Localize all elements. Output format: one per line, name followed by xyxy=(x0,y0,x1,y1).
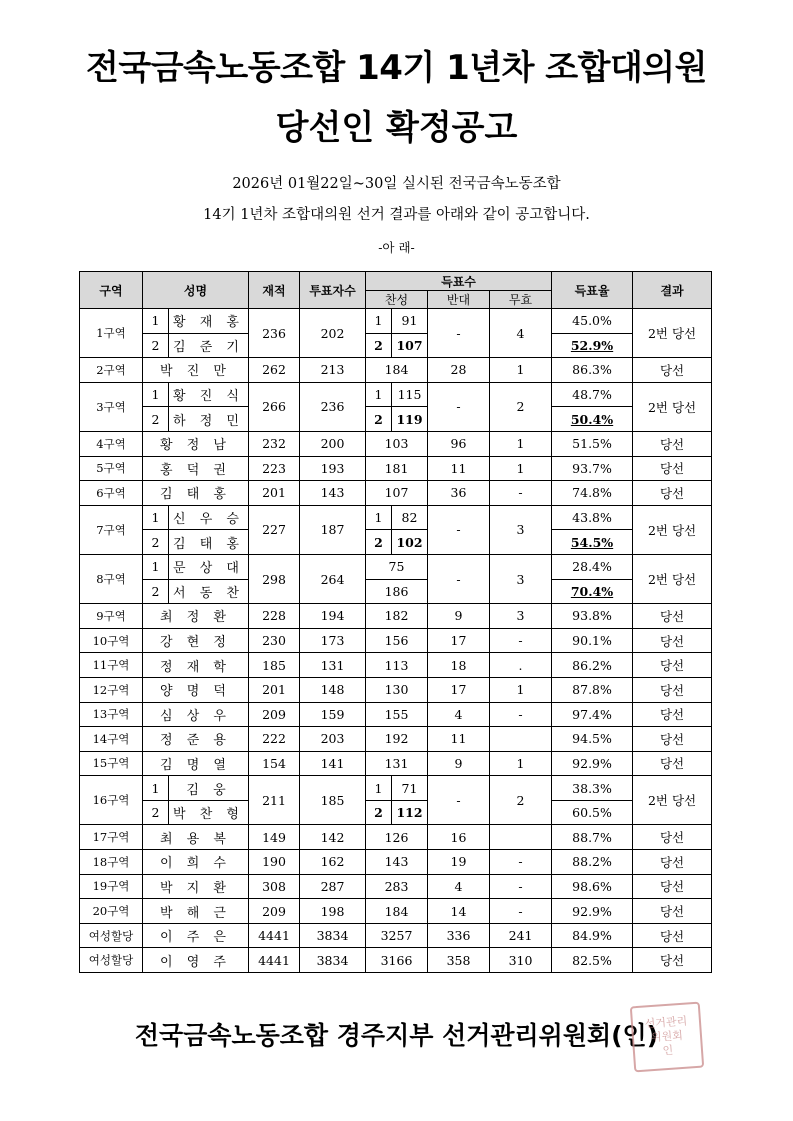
vote-rate-cell: 87.8% xyxy=(552,677,633,702)
result-cell: 당선 xyxy=(633,358,712,383)
district-cell: 11구역 xyxy=(80,653,143,678)
district-cell: 17구역 xyxy=(80,825,143,850)
no-votes-cell: - xyxy=(428,505,490,554)
no-votes-cell: 4 xyxy=(428,874,490,899)
vote-rate-cell: 28.4% xyxy=(552,554,633,579)
no-votes-cell: - xyxy=(428,309,490,358)
invalid-votes-cell: - xyxy=(490,702,552,727)
candidate-name: 하 정 민 xyxy=(169,407,249,432)
district-cell: 5구역 xyxy=(80,456,143,481)
vote-rate-cell: 74.8% xyxy=(552,481,633,506)
invalid-votes-cell: - xyxy=(490,850,552,875)
yes-votes-cell: 107 xyxy=(366,481,428,506)
voters-cell: 143 xyxy=(300,481,366,506)
voters-cell: 202 xyxy=(300,309,366,358)
table-row xyxy=(80,751,712,776)
invalid-votes-cell: 2 xyxy=(490,776,552,825)
yes-votes-cell: 115 xyxy=(392,382,428,407)
enrolled-cell: 236 xyxy=(249,309,300,358)
voters-cell: 162 xyxy=(300,850,366,875)
no-votes-cell: 17 xyxy=(428,677,490,702)
candidate-name: 박 찬 형 xyxy=(169,800,249,825)
candidate-name: 강 현 정 xyxy=(143,628,249,653)
no-votes-cell: 4 xyxy=(428,702,490,727)
result-cell: 당선 xyxy=(633,727,712,752)
result-cell: 2번 당선 xyxy=(633,554,712,603)
table-row xyxy=(80,333,712,358)
no-votes-cell: 28 xyxy=(428,358,490,383)
voters-cell: 187 xyxy=(300,505,366,554)
invalid-votes-cell: - xyxy=(490,899,552,924)
enrolled-cell: 232 xyxy=(249,431,300,456)
vote-rate-cell: 48.7% xyxy=(552,382,633,407)
header-district: 구역 xyxy=(80,272,143,309)
district-cell: 13구역 xyxy=(80,702,143,727)
candidate-name: 정 준 용 xyxy=(143,727,249,752)
voters-cell: 264 xyxy=(300,554,366,603)
candidate-name: 박 해 근 xyxy=(143,899,249,924)
enrolled-cell: 209 xyxy=(249,702,300,727)
district-cell: 여성할당 xyxy=(80,923,143,948)
table-row xyxy=(80,407,712,432)
district-cell: 6구역 xyxy=(80,481,143,506)
no-votes-cell: 17 xyxy=(428,628,490,653)
candidate-name: 박 지 환 xyxy=(143,874,249,899)
enrolled-cell: 4441 xyxy=(249,923,300,948)
candidate-name: 김 웅 xyxy=(169,776,249,801)
result-cell: 당선 xyxy=(633,481,712,506)
table-row xyxy=(80,431,712,456)
yes-votes-cell: 102 xyxy=(392,530,428,555)
voters-cell: 185 xyxy=(300,776,366,825)
table-row xyxy=(80,309,712,334)
table-row xyxy=(80,628,712,653)
header-invalid: 무효 xyxy=(490,291,552,309)
yes-votes-cell: 71 xyxy=(392,776,428,801)
enrolled-cell: 266 xyxy=(249,382,300,431)
yes-candidate-number: 2 xyxy=(366,800,392,825)
vote-rate-cell: 52.9% xyxy=(552,333,633,358)
candidate-name: 황 진 식 xyxy=(169,382,249,407)
no-votes-cell: 16 xyxy=(428,825,490,850)
no-votes-cell: 18 xyxy=(428,653,490,678)
yes-votes-cell: 156 xyxy=(366,628,428,653)
vote-rate-cell: 93.7% xyxy=(552,456,633,481)
vote-rate-cell: 54.5% xyxy=(552,530,633,555)
vote-rate-cell: 86.3% xyxy=(552,358,633,383)
invalid-votes-cell xyxy=(490,825,552,850)
vote-rate-cell: 70.4% xyxy=(552,579,633,604)
district-cell: 2구역 xyxy=(80,358,143,383)
district-cell: 9구역 xyxy=(80,604,143,629)
header-result: 결과 xyxy=(633,272,712,309)
table-row xyxy=(80,948,712,973)
voters-cell: 3834 xyxy=(300,948,366,973)
candidate-name: 문 상 대 xyxy=(169,554,249,579)
invalid-votes-cell: . xyxy=(490,653,552,678)
result-cell: 당선 xyxy=(633,677,712,702)
candidate-number: 1 xyxy=(143,309,169,334)
district-cell: 18구역 xyxy=(80,850,143,875)
enrolled-cell: 308 xyxy=(249,874,300,899)
yes-votes-cell: 283 xyxy=(366,874,428,899)
enrolled-cell: 4441 xyxy=(249,948,300,973)
table-row xyxy=(80,358,712,383)
notice-title-line2: 당선인 확정공고 xyxy=(275,108,518,148)
vote-rate-cell: 88.7% xyxy=(552,825,633,850)
result-cell: 당선 xyxy=(633,604,712,629)
table-row xyxy=(80,727,712,752)
candidate-name: 김 태 홍 xyxy=(169,530,249,555)
result-cell: 당선 xyxy=(633,825,712,850)
voters-cell: 148 xyxy=(300,677,366,702)
voters-cell: 200 xyxy=(300,431,366,456)
header-rate: 득표율 xyxy=(552,272,633,309)
candidate-name: 신 우 승 xyxy=(169,505,249,530)
table-row xyxy=(80,825,712,850)
yes-votes-cell: 192 xyxy=(366,727,428,752)
enrolled-cell: 190 xyxy=(249,850,300,875)
enrolled-cell: 185 xyxy=(249,653,300,678)
invalid-votes-cell: - xyxy=(490,481,552,506)
election-results-table xyxy=(79,271,712,973)
district-cell: 여성할당 xyxy=(80,948,143,973)
district-cell: 4구역 xyxy=(80,431,143,456)
table-row xyxy=(80,579,712,604)
yes-votes-cell: 113 xyxy=(366,653,428,678)
vote-rate-cell: 92.9% xyxy=(552,751,633,776)
district-cell: 3구역 xyxy=(80,382,143,431)
result-cell: 당선 xyxy=(633,850,712,875)
candidate-name: 최 정 환 xyxy=(143,604,249,629)
table-row xyxy=(80,677,712,702)
yes-votes-cell: 91 xyxy=(392,309,428,334)
candidate-name: 홍 덕 권 xyxy=(143,456,249,481)
candidate-name: 최 용 복 xyxy=(143,825,249,850)
district-cell: 16구역 xyxy=(80,776,143,825)
candidate-name: 심 상 우 xyxy=(143,702,249,727)
no-votes-cell: 36 xyxy=(428,481,490,506)
result-cell: 2번 당선 xyxy=(633,382,712,431)
district-cell: 10구역 xyxy=(80,628,143,653)
table-row xyxy=(80,604,712,629)
district-cell: 1구역 xyxy=(80,309,143,358)
enrolled-cell: 201 xyxy=(249,481,300,506)
yes-votes-cell: 112 xyxy=(392,800,428,825)
no-votes-cell: 19 xyxy=(428,850,490,875)
candidate-name: 서 동 찬 xyxy=(169,579,249,604)
enrolled-cell: 228 xyxy=(249,604,300,629)
no-votes-cell: - xyxy=(428,554,490,603)
result-cell: 당선 xyxy=(633,456,712,481)
header-votes: 득표수 xyxy=(366,272,552,291)
yes-votes-cell: 184 xyxy=(366,899,428,924)
invalid-votes-cell: 3 xyxy=(490,505,552,554)
table-row xyxy=(80,850,712,875)
no-votes-cell: 336 xyxy=(428,923,490,948)
vote-rate-cell: 51.5% xyxy=(552,431,633,456)
invalid-votes-cell: 1 xyxy=(490,358,552,383)
result-cell: 당선 xyxy=(633,751,712,776)
yes-candidate-number: 1 xyxy=(366,505,392,530)
yes-votes-cell: 119 xyxy=(392,407,428,432)
result-cell: 당선 xyxy=(633,653,712,678)
voters-cell: 3834 xyxy=(300,923,366,948)
results-body xyxy=(80,309,712,973)
voters-cell: 287 xyxy=(300,874,366,899)
no-votes-cell: 358 xyxy=(428,948,490,973)
result-cell: 당선 xyxy=(633,923,712,948)
result-cell: 당선 xyxy=(633,431,712,456)
vote-rate-cell: 92.9% xyxy=(552,899,633,924)
candidate-number: 2 xyxy=(143,407,169,432)
result-cell: 당선 xyxy=(633,628,712,653)
yes-candidate-number: 1 xyxy=(366,309,392,334)
candidate-name: 이 희 수 xyxy=(143,850,249,875)
no-votes-cell: 9 xyxy=(428,751,490,776)
candidate-name: 박 진 만 xyxy=(143,358,249,383)
yes-votes-cell: 182 xyxy=(366,604,428,629)
voters-cell: 194 xyxy=(300,604,366,629)
enrolled-cell: 223 xyxy=(249,456,300,481)
candidate-number: 2 xyxy=(143,333,169,358)
yes-candidate-number: 1 xyxy=(366,382,392,407)
yes-candidate-number: 2 xyxy=(366,530,392,555)
yes-votes-cell: 184 xyxy=(366,358,428,383)
vote-rate-cell: 38.3% xyxy=(552,776,633,801)
candidate-number: 1 xyxy=(143,505,169,530)
result-cell: 2번 당선 xyxy=(633,309,712,358)
vote-rate-cell: 84.9% xyxy=(552,923,633,948)
district-cell: 7구역 xyxy=(80,505,143,554)
result-cell: 당선 xyxy=(633,702,712,727)
enrolled-cell: 222 xyxy=(249,727,300,752)
no-votes-cell: - xyxy=(428,382,490,431)
intro-line1: 2026년 01월22일~30일 실시된 전국금속노동조합 xyxy=(232,176,561,192)
candidate-number: 2 xyxy=(143,530,169,555)
candidate-name: 김 태 홍 xyxy=(143,481,249,506)
candidate-number: 2 xyxy=(143,579,169,604)
invalid-votes-cell: 4 xyxy=(490,309,552,358)
candidate-name: 황 정 남 xyxy=(143,431,249,456)
table-row xyxy=(80,505,712,530)
result-cell: 2번 당선 xyxy=(633,505,712,554)
vote-rate-cell: 50.4% xyxy=(552,407,633,432)
table-row xyxy=(80,899,712,924)
enrolled-cell: 211 xyxy=(249,776,300,825)
no-votes-cell: 9 xyxy=(428,604,490,629)
vote-rate-cell: 82.5% xyxy=(552,948,633,973)
vote-rate-cell: 94.5% xyxy=(552,727,633,752)
district-cell: 20구역 xyxy=(80,899,143,924)
voters-cell: 203 xyxy=(300,727,366,752)
candidate-number: 1 xyxy=(143,382,169,407)
candidate-name: 황 재 홍 xyxy=(169,309,249,334)
yes-votes-cell: 155 xyxy=(366,702,428,727)
intro-line2: 14기 1년차 조합대의원 선거 결과를 아래와 같이 공고합니다. xyxy=(203,207,590,223)
invalid-votes-cell: 241 xyxy=(490,923,552,948)
yes-votes-cell: 143 xyxy=(366,850,428,875)
candidate-name: 김 준 기 xyxy=(169,333,249,358)
candidate-name: 양 명 덕 xyxy=(143,677,249,702)
yes-votes-cell: 126 xyxy=(366,825,428,850)
yes-votes-cell: 103 xyxy=(366,431,428,456)
yes-votes-cell: 3257 xyxy=(366,923,428,948)
vote-rate-cell: 97.4% xyxy=(552,702,633,727)
official-seal: 선거관리 위원회 인 xyxy=(630,1002,704,1073)
vote-rate-cell: 60.5% xyxy=(552,800,633,825)
yes-votes-cell: 3166 xyxy=(366,948,428,973)
invalid-votes-cell xyxy=(490,727,552,752)
vote-rate-cell: 88.2% xyxy=(552,850,633,875)
vote-rate-cell: 90.1% xyxy=(552,628,633,653)
voters-cell: 173 xyxy=(300,628,366,653)
invalid-votes-cell: 3 xyxy=(490,554,552,603)
invalid-votes-cell: 1 xyxy=(490,677,552,702)
voters-cell: 213 xyxy=(300,358,366,383)
candidate-number: 2 xyxy=(143,800,169,825)
table-row xyxy=(80,530,712,555)
enrolled-cell: 154 xyxy=(249,751,300,776)
enrolled-cell: 262 xyxy=(249,358,300,383)
invalid-votes-cell: 1 xyxy=(490,431,552,456)
result-cell: 2번 당선 xyxy=(633,776,712,825)
voters-cell: 193 xyxy=(300,456,366,481)
no-votes-cell: - xyxy=(428,776,490,825)
candidate-number: 1 xyxy=(143,776,169,801)
candidate-name: 김 명 열 xyxy=(143,751,249,776)
header-name: 성명 xyxy=(143,272,249,309)
enrolled-cell: 227 xyxy=(249,505,300,554)
enrolled-cell: 298 xyxy=(249,554,300,603)
district-cell: 8구역 xyxy=(80,554,143,603)
vote-rate-cell: 43.8% xyxy=(552,505,633,530)
voters-cell: 159 xyxy=(300,702,366,727)
table-row xyxy=(80,776,712,801)
candidate-name: 이 영 주 xyxy=(143,948,249,973)
voters-cell: 142 xyxy=(300,825,366,850)
invalid-votes-cell: 1 xyxy=(490,751,552,776)
invalid-votes-cell: - xyxy=(490,874,552,899)
issuer-signature: 전국금속노동조합 경주지부 선거관리위원회(인) xyxy=(134,1021,659,1050)
voters-cell: 198 xyxy=(300,899,366,924)
result-cell: 당선 xyxy=(633,874,712,899)
district-cell: 19구역 xyxy=(80,874,143,899)
yes-votes-cell: 130 xyxy=(366,677,428,702)
candidate-number: 1 xyxy=(143,554,169,579)
invalid-votes-cell: 2 xyxy=(490,382,552,431)
table-row xyxy=(80,554,712,579)
header-voters: 투표자수 xyxy=(300,272,366,309)
table-row xyxy=(80,923,712,948)
candidate-name: 이 주 은 xyxy=(143,923,249,948)
yes-candidate-number: 2 xyxy=(366,333,392,358)
table-row xyxy=(80,456,712,481)
no-votes-cell: 96 xyxy=(428,431,490,456)
yes-votes-cell: 186 xyxy=(366,579,428,604)
enrolled-cell: 209 xyxy=(249,899,300,924)
yes-votes-cell: 131 xyxy=(366,751,428,776)
table-row xyxy=(80,481,712,506)
district-cell: 14구역 xyxy=(80,727,143,752)
invalid-votes-cell: 1 xyxy=(490,456,552,481)
yes-candidate-number: 1 xyxy=(366,776,392,801)
table-row xyxy=(80,653,712,678)
table-row xyxy=(80,800,712,825)
district-cell: 12구역 xyxy=(80,677,143,702)
invalid-votes-cell: - xyxy=(490,628,552,653)
result-cell: 당선 xyxy=(633,899,712,924)
voters-cell: 131 xyxy=(300,653,366,678)
yes-votes-cell: 107 xyxy=(392,333,428,358)
header-no: 반대 xyxy=(428,291,490,309)
invalid-votes-cell: 3 xyxy=(490,604,552,629)
notice-title-line1: 전국금속노동조합 14기 1년차 조합대의원 xyxy=(86,48,707,88)
yes-votes-cell: 75 xyxy=(366,554,428,579)
enrolled-cell: 201 xyxy=(249,677,300,702)
yes-votes-cell: 181 xyxy=(366,456,428,481)
table-row xyxy=(80,874,712,899)
yes-candidate-number: 2 xyxy=(366,407,392,432)
invalid-votes-cell: 310 xyxy=(490,948,552,973)
voters-cell: 141 xyxy=(300,751,366,776)
district-cell: 15구역 xyxy=(80,751,143,776)
no-votes-cell: 14 xyxy=(428,899,490,924)
table-row xyxy=(80,702,712,727)
vote-rate-cell: 45.0% xyxy=(552,309,633,334)
header-enrolled: 재적 xyxy=(249,272,300,309)
enrolled-cell: 149 xyxy=(249,825,300,850)
vote-rate-cell: 86.2% xyxy=(552,653,633,678)
header-yes: 찬성 xyxy=(366,291,428,309)
candidate-name: 정 재 학 xyxy=(143,653,249,678)
table-row xyxy=(80,382,712,407)
enrolled-cell: 230 xyxy=(249,628,300,653)
no-votes-cell: 11 xyxy=(428,456,490,481)
no-votes-cell: 11 xyxy=(428,727,490,752)
yes-votes-cell: 82 xyxy=(392,505,428,530)
voters-cell: 236 xyxy=(300,382,366,431)
vote-rate-cell: 98.6% xyxy=(552,874,633,899)
vote-rate-cell: 93.8% xyxy=(552,604,633,629)
section-label: -아 래- xyxy=(378,240,415,255)
result-cell: 당선 xyxy=(633,948,712,973)
